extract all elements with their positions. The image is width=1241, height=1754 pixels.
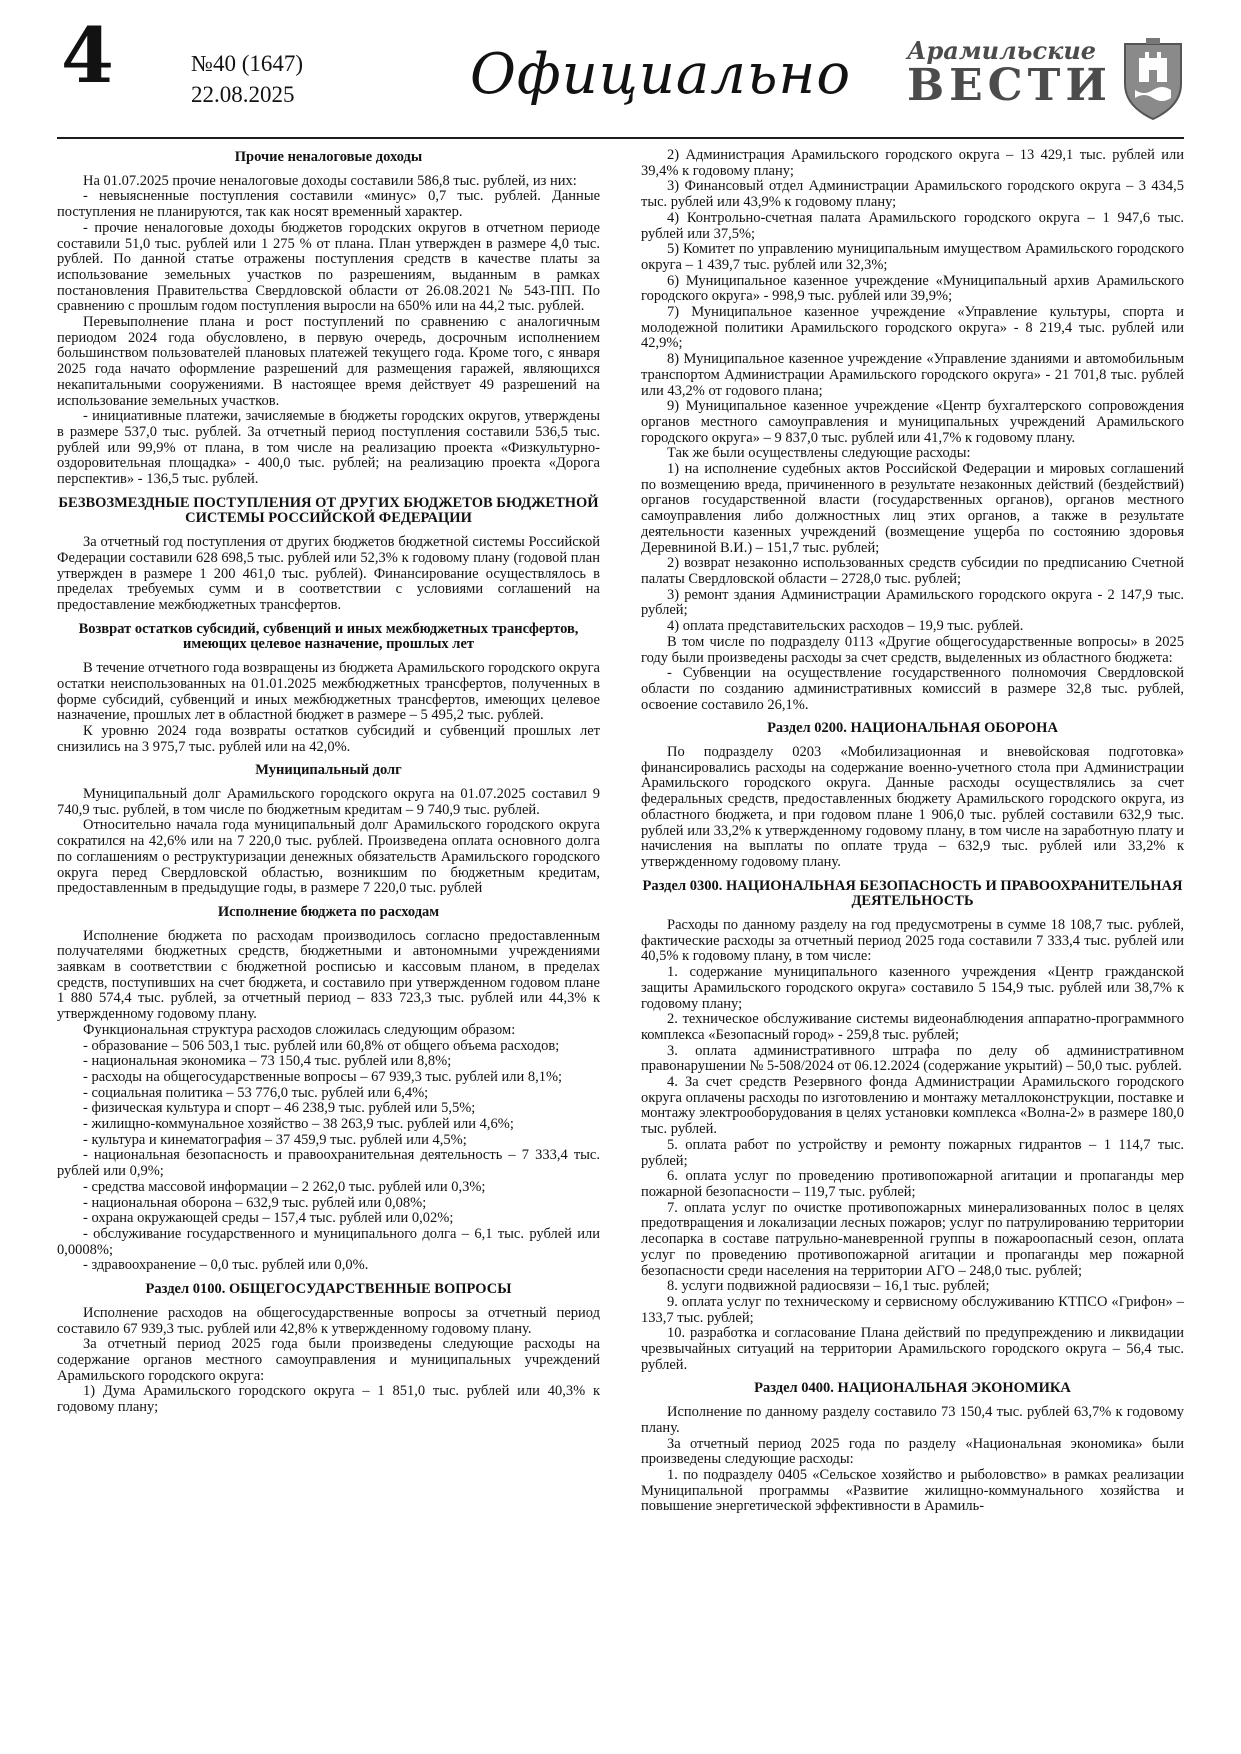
paragraph: За отчетный период 2025 года по разделу «Национальная экономика» были произведены следующие расходы: [641, 1435, 1184, 1468]
paragraph: - Субвенции на осуществление государственного полномочия Свердловской области по созданию административных комиссий в размере 32,8 тыс. рублей, освоение составило 26,1%. [641, 665, 1184, 713]
paragraph: - национальная оборона – 632,9 тыс. рублей или 0,08%; [83, 1194, 427, 1211]
paragraph: 6) Муниципальное казенное учреждение «Муниципальный архив Арамильского городского округа» - 998,9 тыс. рублей или 39,9%; [641, 272, 1184, 305]
paragraph: - расходы на общегосударственные вопросы – 67 939,3 тыс. рублей или 8,1%; [83, 1068, 563, 1085]
paragraph: - прочие неналоговые доходы бюджетов городских округов в отчетном периоде составили 51,0 тыс. рублей или 1 275 % от плана. План утвержден в размере 4,0 тыс. рублей. По данной статье отражены поступления средств в качестве платы за использование земельных участков по разрешениям, выданным в рамках постановления Правительства Свердловской области от 26.08.2021 № 543-ПП. По сравнению с прошлым годом поступления выросли на 650% или на 44,2 тыс. рублей. [57, 219, 600, 315]
article-heading: Муниципальный долг [255, 762, 402, 779]
article-heading: БЕЗВОЗМЕЗДНЫЕ ПОСТУПЛЕНИЯ ОТ ДРУГИХ БЮДЖЕТОВ БЮДЖЕТНОЙ СИСТЕМЫ РОССИЙСКОЙ ФЕДЕРАЦИИ [58, 494, 599, 527]
paragraph: 7. оплата услуг по очистке противопожарных минерализованных полос в целях предотвращения и локализации лесных пожаров; услуг по патрулированию территории лесопарка в составе патрульно-маневренной группы в пожароопасный сезон, оплата услуг по проведению противопожарной агитации и пропаганды мер пожарной безопасности среди населения на территории АГО – 248,0 тыс. рублей; [641, 1199, 1184, 1279]
article-heading: Раздел 0100. ОБЩЕГОСУДАРСТВЕННЫЕ ВОПРОСЫ [145, 1281, 512, 1298]
paragraph: Муниципальный долг Арамильского городского округа на 01.07.2025 составил 9 740,9 тыс. рублей, в том числе по бюджетным кредитам – 9 740,9 тыс. рублей. [57, 786, 600, 818]
paragraph: - образование – 506 503,1 тыс. рублей или 60,8% от общего объема расходов; [83, 1037, 560, 1054]
article-heading: Раздел 0300. НАЦИОНАЛЬНАЯ БЕЗОПАСНОСТЬ И ПРАВООХРАНИТЕЛЬНАЯ ДЕЯТЕЛЬНОСТЬ [642, 877, 1183, 910]
paragraph: Так же были осуществлены следующие расходы: [667, 445, 971, 462]
paragraph: - национальная экономика – 73 150,4 тыс. рублей или 8,8%; [83, 1053, 452, 1070]
paragraph: 1. по подразделу 0405 «Сельское хозяйство и рыболовство» в рамках реализации Муниципальной программы «Развитие жилищно-коммунального хозяйства и повышение энергетической эффективности в Арамиль- [641, 1466, 1184, 1515]
paragraph: В течение отчетного года возвращены из бюджета Арамильского городского округа остатки неиспользованных на 01.01.2025 межбюджетных трансфертов, полученных в форме субсидий, субвенций и иных межбюджетных трансфертов, имеющих целевое назначение, прошлых лет в областной бюджет в размере – 5 495,2 тыс. рублей. [57, 660, 600, 724]
article-heading: Прочие неналоговые доходы [234, 149, 423, 165]
paragraph: 9) Муниципальное казенное учреждение «Центр бухгалтерского сопровождения органов местного самоуправления и муниципальных учреждений Арамильского городского округа» – 9 837,0 тыс. рублей или 41,7% к годовому плану. [641, 398, 1184, 446]
paragraph: По подразделу 0203 «Мобилизационная и вневойсковая подготовка» финансировались расходы на содержание военно-учетного стола при Администрации Арамильского городского округа. Данные расходы осуществлялись за счет федеральных средств, предоставленных бюджету Арамильского городского округа, из областного бюджета, и при годовом плане 1 906,0 тыс. рублей составили 632,9 тыс. рублей или 33,2% к утвержденному годовому плану, в том числе на заработную плату и начисления на выплаты по оплате труда – 632,9 тыс. рублей или 33,2% к утвержденному годовому плану. [641, 744, 1184, 870]
brand-name-bottom: ВЕСТИ [906, 60, 1112, 111]
newspaper-logo [907, 38, 1184, 122]
paragraph: - жилищно-коммунальное хозяйство – 38 263,9 тыс. рублей или 4,6%; [83, 1116, 514, 1133]
paragraph: 1) Дума Арамильского городского округа – 1 851,0 тыс. рублей или 40,3% к годовому плану; [57, 1383, 600, 1416]
paragraph: Исполнение по данному разделу составило 73 150,4 тыс. рублей 63,7% к годовому плану. [641, 1404, 1184, 1436]
paragraph: 5. оплата работ по устройству и ремонту пожарных гидрантов – 1 114,7 тыс. рублей; [641, 1136, 1184, 1169]
paragraph: 2. техническое обслуживание системы видеонаблюдения аппаратно-программного комплекса «Безопасный город» - 259,8 тыс. рублей; [641, 1011, 1184, 1043]
paragraph: 4. За счет средств Резервного фонда Администрации Арамильского городского округа оплачены расходы по изготовлению и монтажу металлоконструкции, поставке и монтажу электрооборудования в целях установки комплекса «Волна-2» в размере 180,0 тыс. рублей. [641, 1074, 1184, 1138]
article-heading: Исполнение бюджета по расходам [217, 903, 440, 920]
paragraph: 3) Финансовый отдел Администрации Арамильского городского округа – 3 434,5 тыс. рублей или 43,9% к годовому плану; [641, 178, 1184, 211]
paragraph: 3. оплата административного штрафа по делу об административном правонарушении № 5-508/2024 от 06.12.2024 (содержание укрытий) – 50,0 тыс. рублей. [641, 1042, 1184, 1075]
paragraph: - национальная безопасность и правоохранительная деятельность – 7 333,4 тыс. рублей или 0,9%; [57, 1147, 600, 1180]
paragraph: 6. оплата услуг по проведению противопожарной агитации и пропаганды мер пожарной безопасности – 119,7 тыс. рублей; [641, 1168, 1184, 1200]
paragraph: 4) оплата представительских расходов – 19,9 тыс. рублей. [667, 618, 1024, 635]
paragraph: - социальная политика – 53 776,0 тыс. рублей или 6,4%; [83, 1084, 429, 1101]
brand-name-top: Арамильские [906, 36, 1097, 65]
paragraph: За отчетный год поступления от других бюджетов бюджетной системы Российской Федерации составили 628 698,5 тыс. рублей или 52,3% к годовому плану (годовой план утвержден в размере 1 200 461,0 тыс. рублей). Финансирование осуществлялось в пределах требуемых сумм и в соответствии с условиями соглашений на предоставление межбюджетных трансфертов. [57, 534, 600, 613]
paragraph: Перевыполнение плана и рост поступлений по сравнению с аналогичным периодом 2024 года обусловлено, в первую очередь, досрочным исполнением большинством пользователей плановых платежей текущего года. Кроме того, с января 2025 года начато оформление разрешений для размещения гаражей, являющихся некапитальными сооружениями. В настоящее время действует 49 разрешений на использование земельных участков. [57, 314, 600, 409]
paragraph: Относительно начала года муниципальный долг Арамильского городского округа сократился на 42,6% или на 7 220,0 тыс. рублей. Произведена оплата основного долга по соглашениям о реструктуризации денежных обязательств Арамильского городского округа перед Свердловской областью, возникшим по бюджетным кредитам, предоставленным в предыдущие годы, в размере 7 220,0 тыс. рублей [57, 817, 600, 897]
paragraph: Функциональная структура расходов сложилась следующим образом: [83, 1021, 516, 1038]
paragraph: 1. содержание муниципального казенного учреждения «Центр гражданской защиты Арамильского городского округа» составило 5 154,9 тыс. рублей или 38,7% к годовому плану; [641, 964, 1184, 1012]
paragraph: 4) Контрольно-счетная палата Арамильского городского округа – 1 947,6 тыс. рублей или 37,5%; [641, 209, 1184, 242]
paragraph: - культура и кинематография – 37 459,9 тыс. рублей или 4,5%; [83, 1131, 467, 1148]
left-column [57, 148, 600, 1716]
paragraph: 10. разработка и согласование Плана действий по предупреждению и ликвидации чрезвычайных ситуаций на территории Арамильского городского округа – 56,4 тыс. рублей. [641, 1325, 1184, 1373]
brand-text [906, 36, 1112, 111]
paragraph: 2) Администрация Арамильского городского округа – 13 429,1 тыс. рублей или 39,4% к годовому плану; [641, 148, 1184, 179]
paragraph: 2) возврат незаконно использованных средств субсидии по предписанию Счетной палаты Свердловской области – 2728,0 тыс. рублей; [641, 555, 1184, 587]
article-body [57, 148, 1184, 1716]
paragraph: 3) ремонт здания Администрации Арамильского городского округа - 2 147,9 тыс. рублей; [641, 586, 1184, 619]
paragraph: К уровню 2024 года возвраты остатков субсидий и субвенций прошлых лет снизились на 3 975,7 тыс. рублей или на 42,0%. [57, 722, 600, 755]
article-heading: Раздел 0200. НАЦИОНАЛЬНАЯ ОБОРОНА [767, 720, 1058, 737]
issue-number: №40 (1647) [191, 51, 304, 76]
paragraph: - обслуживание государственного и муниципального долга – 6,1 тыс. рублей или 0,0008%; [57, 1226, 600, 1258]
paragraph: 1) на исполнение судебных актов Российской Федерации и мировых соглашений по возмещению вреда, причиненного в результате незаконных действий (бездействий) органов государственной власти (государственных органов), органов местного самоуправления либо должностных лиц этих органов, а также в результате деятельности казенных учреждений (возмещение ущерба по состоянию здоровья Деревниной В.И.) – 151,7 тыс. рублей; [641, 461, 1184, 556]
paragraph: Исполнение расходов на общегосударственные вопросы за отчетный период составило 67 939,3 тыс. рублей или 42,8% к утвержденному годовому плану. [57, 1304, 600, 1337]
header-divider [57, 137, 1184, 139]
coat-of-arms-icon [1122, 38, 1184, 122]
paragraph: - невыясненные поступления составили «минус» 0,7 тыс. рублей. Данные поступления не планируются, так как носят временный характер. [57, 188, 600, 221]
issue-date: 22.08.2025 [191, 82, 295, 107]
paragraph: За отчетный период 2025 года были произведены следующие расходы на содержание органов местного самоуправления и муниципальных учреждений Арамильского городского округа: [57, 1336, 600, 1384]
right-column [641, 148, 1184, 1716]
paragraph: - охрана окружающей среды – 157,4 тыс. рублей или 0,02%; [83, 1210, 454, 1227]
paragraph: Расходы по данному разделу на год предусмотрены в сумме 18 108,7 тыс. рублей, фактические расходы за отчетный период 2025 года составили 7 333,4 тыс. рублей или 40,5% к годовому плану, в том числе: [641, 917, 1184, 965]
paragraph: 7) Муниципальное казенное учреждение «Управление культуры, спорта и молодежной политики Арамильского городского округа» - 8 219,4 тыс. рублей или 42,9%; [641, 304, 1184, 352]
page-number: 4 [61, 11, 114, 100]
paragraph: В том числе по подразделу 0113 «Другие общегосударственные вопросы» в 2025 году были произведены расходы за счет средств, выделенных из областного бюджета: [641, 633, 1184, 666]
paragraph: 9. оплата услуг по техническому и сервисному обслуживанию КТПСО «Грифон» – 133,7 тыс. рублей; [641, 1293, 1184, 1326]
paragraph: 5) Комитет по управлению муниципальным имуществом Арамильского городского округа – 1 439,7 тыс. рублей или 32,3%; [641, 241, 1184, 273]
paragraph: - инициативные платежи, зачисляемые в бюджеты городских округов, утверждены в размере 537,0 тыс. рублей. За отчетный период поступления составили 536,5 тыс. рублей или 99,9% от плана, в том числе на реализацию проекта «Физкультурно-оздоровительная площадка» - 400,0 тыс. рублей; на реализацию проекта «Дорога перспектив» - 136,5 тыс. рублей. [57, 408, 600, 488]
paragraph: 8. услуги подвижной радиосвязи – 16,1 тыс. рублей; [667, 1278, 990, 1295]
paragraph: 8) Муниципальное казенное учреждение «Управление зданиями и автомобильным транспортом Администрации Арамильского городского округа» - 21 701,8 тыс. рублей или 43,2% от годового плана; [641, 351, 1184, 399]
paragraph: - здравоохранение – 0,0 тыс. рублей или 0,0%. [83, 1257, 369, 1274]
masthead [57, 11, 1184, 132]
paragraph: - средства массовой информации – 2 262,0 тыс. рублей или 0,3%; [83, 1178, 486, 1195]
article-heading: Возврат остатков субсидий, субвенций и иных межбюджетных трансфертов, имеющих целевое назначение, прошлых лет [78, 620, 579, 653]
section-title: Официально [469, 42, 852, 107]
paragraph: - физическая культура и спорт – 46 238,9 тыс. рублей или 5,5%; [83, 1100, 476, 1117]
paragraph: Исполнение бюджета по расходам производилось согласно предоставленным получателями бюджетных средств, бюджетными и автономными учреждениями заявкам в соответствии с бюджетной росписью и кассовым планом, в пределах средств, поступивших на счет бюджета, и составило при утвержденном годовом плане 1 880 574,4 тыс. рублей, за отчетный период – 833 723,3 тыс. рублей или 44,3% к утвержденному годовому плану. [57, 927, 600, 1023]
paragraph: На 01.07.2025 прочие неналоговые доходы составили 586,8 тыс. рублей, из них: [83, 172, 577, 189]
article-heading: Раздел 0400. НАЦИОНАЛЬНАЯ ЭКОНОМИКА [754, 1380, 1071, 1397]
